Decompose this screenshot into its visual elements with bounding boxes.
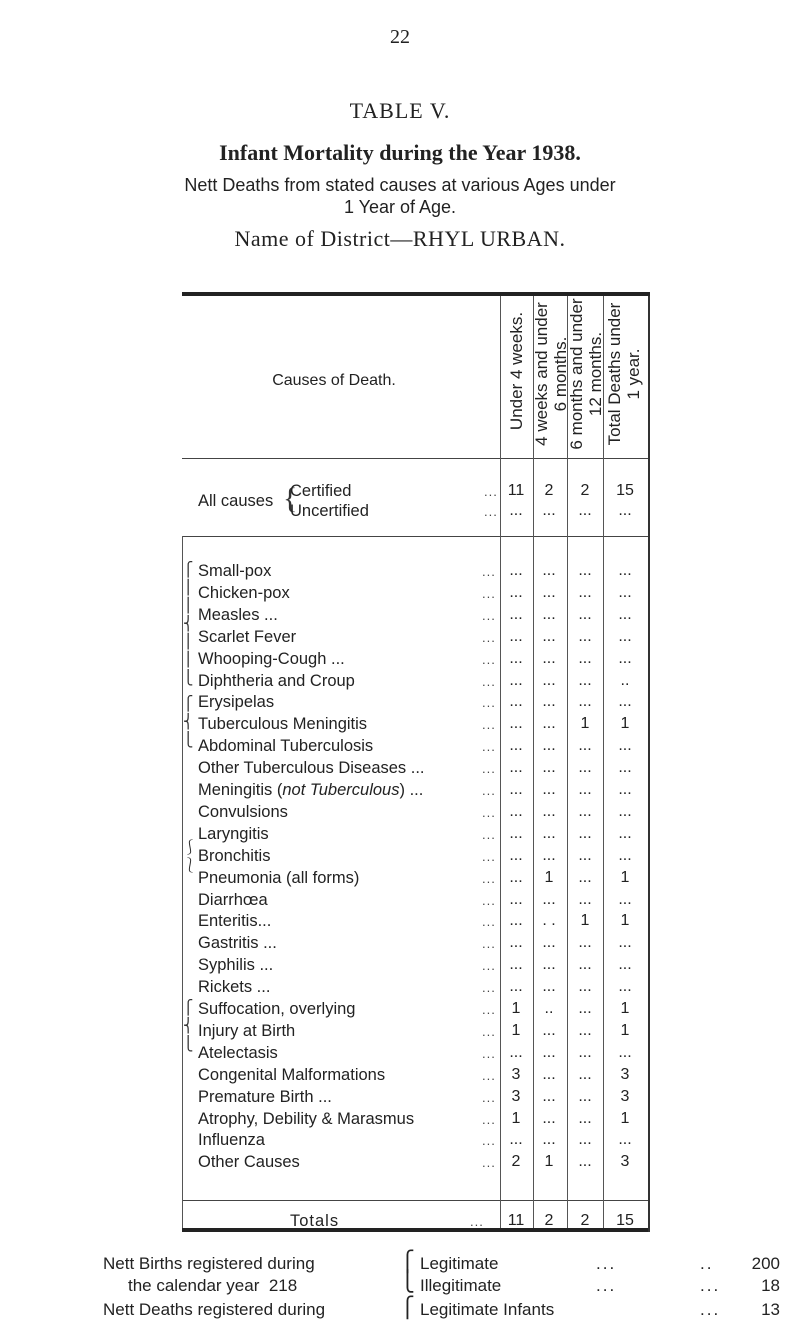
dot-leader: ... xyxy=(482,980,496,995)
births-total: 218 xyxy=(268,1276,298,1295)
dot-leader: ... xyxy=(482,1090,496,1105)
table-cell: ... xyxy=(542,650,556,667)
table-cell: ... xyxy=(578,759,592,776)
table-subtitle: Infant Mortality during the Year 1938. xyxy=(219,140,581,165)
group-brace-tuberculous: ⎧ ⎨ ⎩ xyxy=(183,697,194,748)
table-cell: ... xyxy=(542,781,556,798)
table-cell: 3 xyxy=(511,1066,521,1083)
row-label: Other Tuberculous Diseases ... xyxy=(198,759,425,777)
table-cell: ... xyxy=(618,1044,632,1061)
certified-label: Certified xyxy=(290,482,352,500)
table-cell: ... xyxy=(509,847,523,864)
births-illegit-label: Illegitimate xyxy=(420,1276,502,1295)
group-brace-congenital: ⎧ ⎨ ⎩ xyxy=(183,1001,194,1052)
row-label: Erysipelas xyxy=(198,693,275,711)
col-header-total-under-1-year xyxy=(605,294,643,454)
table-cell: ... xyxy=(509,781,523,798)
dot-leader: ... xyxy=(482,805,496,820)
table-cell: 3 xyxy=(620,1088,630,1105)
totals-cell: 11 xyxy=(507,1212,525,1229)
row-label: Gastritis ... xyxy=(198,934,277,952)
table-cell: ... xyxy=(542,1110,556,1127)
table-cell: 1 xyxy=(620,715,630,732)
table-cell: 3 xyxy=(620,1153,630,1170)
table-cell: ... xyxy=(578,1044,592,1061)
row-label: Abdominal Tuberculosis xyxy=(198,737,374,755)
table-cell: ... xyxy=(542,891,556,908)
dot-leader: ... xyxy=(482,608,496,623)
deaths-brace: ⎧ xyxy=(400,1297,415,1319)
table-cell: 1 xyxy=(620,912,630,929)
table-cell: ... xyxy=(578,956,592,973)
dot-leader: .. xyxy=(700,1254,714,1273)
table-cell: ... xyxy=(509,956,523,973)
table-cell: 1 xyxy=(511,1022,521,1039)
row-label: Whooping-Cough ... xyxy=(198,650,345,668)
table-cell: ... xyxy=(578,803,592,820)
table-cell: ... xyxy=(509,737,523,754)
table-cell: ... xyxy=(509,650,523,667)
dot-leader: ... xyxy=(596,1254,617,1273)
table-cell: ... xyxy=(618,1131,632,1148)
table-cell: ... xyxy=(578,672,592,689)
dot-leader: ... xyxy=(482,1002,496,1017)
table-cell: ... xyxy=(578,1110,592,1127)
table-cell: ... xyxy=(509,693,523,710)
totals-divider xyxy=(182,1200,650,1201)
table-cell: 1 xyxy=(511,1000,521,1017)
col3-line2: 12 months. xyxy=(586,331,605,417)
table-cell: ... xyxy=(618,737,632,754)
col-header-4-weeks-6-months xyxy=(532,296,570,452)
table-cell: ... xyxy=(542,562,556,579)
row-label: Measles ... xyxy=(198,606,278,624)
dot-leader: ... xyxy=(482,586,496,601)
row-label: Injury at Birth xyxy=(198,1022,296,1040)
births-line-2-text: the calendar year xyxy=(128,1276,260,1295)
table-cell: ... xyxy=(542,1066,556,1083)
table-cell: 3 xyxy=(511,1088,521,1105)
table-cell: ... xyxy=(578,1153,592,1170)
row-label: Small-pox xyxy=(198,562,272,580)
dot-leader: ... xyxy=(482,717,496,732)
totals-cell: 2 xyxy=(580,1212,590,1229)
description-line-2: 1 Year of Age. xyxy=(343,197,457,217)
dot-leader: ... xyxy=(482,849,496,864)
totals-cell: 15 xyxy=(616,1212,634,1229)
row-label-italic: not Tuberculous xyxy=(282,781,400,799)
table-cell: ... xyxy=(578,737,592,754)
uncertified-cell: ... xyxy=(509,502,523,519)
table-cell: ... xyxy=(542,693,556,710)
table-cell: ... xyxy=(542,759,556,776)
certified-cell: 2 xyxy=(580,482,590,499)
row-label: Pneumonia (all forms) xyxy=(198,869,360,887)
table-cell: ... xyxy=(578,1088,592,1105)
dot-leader: ... xyxy=(482,958,496,973)
births-brace-lower: ⎩ xyxy=(400,1271,415,1293)
table-cell: ... xyxy=(509,869,523,886)
table-cell: 1 xyxy=(544,869,554,886)
table-cell: ... xyxy=(578,934,592,951)
births-illegit-value: 18 xyxy=(761,1276,780,1295)
uncertified-cell: ... xyxy=(542,502,556,519)
table-cell: .. xyxy=(620,672,630,689)
dot-leader: ... xyxy=(700,1300,721,1319)
dot-leader: ... xyxy=(482,1046,496,1061)
dot-leader: ... xyxy=(482,564,496,579)
table-cell: .. xyxy=(544,1000,554,1017)
dot-leader: ... xyxy=(484,484,498,499)
row-label: Enteritis... xyxy=(198,912,272,930)
deaths-line-1: Nett Deaths registered during xyxy=(103,1300,326,1319)
table-cell: ... xyxy=(578,1022,592,1039)
dot-leader: ... xyxy=(482,1024,496,1039)
row-label: Syphilis ... xyxy=(198,956,274,974)
table-cell: ... xyxy=(509,825,523,842)
all-causes-brace: { xyxy=(283,482,298,515)
district-name: Name of District—RHYL URBAN. xyxy=(234,226,566,251)
row-label: Congenital Malformations xyxy=(198,1066,386,1084)
row-label: Other Causes xyxy=(198,1153,300,1171)
uncertified-cell: ... xyxy=(578,502,592,519)
table-cell: ... xyxy=(578,891,592,908)
table-cell: ... xyxy=(542,1044,556,1061)
dot-leader: ... xyxy=(482,630,496,645)
table-cell: ... xyxy=(618,562,632,579)
table-cell: ... xyxy=(618,606,632,623)
table-cell: ... xyxy=(618,803,632,820)
dot-leader: ... xyxy=(482,827,496,842)
dot-leader: ... xyxy=(482,783,496,798)
table-cell: ... xyxy=(509,672,523,689)
dot-leader: ... xyxy=(484,504,498,519)
table-cell: ... xyxy=(578,650,592,667)
totals-label: Totals xyxy=(290,1212,340,1230)
table-cell: 1 xyxy=(620,869,630,886)
table-cell: ... xyxy=(578,869,592,886)
row-label: Influenza xyxy=(198,1131,265,1149)
table-cell: ... xyxy=(542,715,556,732)
table-cell: ... xyxy=(542,956,556,973)
table-cell: ... xyxy=(578,562,592,579)
table-cell: ... xyxy=(509,1044,523,1061)
certified-cell: 2 xyxy=(544,482,554,499)
table-cell: ... xyxy=(509,912,523,929)
table-cell: 1 xyxy=(620,1110,630,1127)
table-cell: ... xyxy=(618,847,632,864)
row-label: Tuberculous Meningitis xyxy=(198,715,368,733)
table-cell: ... xyxy=(542,606,556,623)
row-label-suffix: ) ... xyxy=(399,781,424,799)
table-cell: ... xyxy=(542,737,556,754)
table-cell: ... xyxy=(542,825,556,842)
table-cell: 1 xyxy=(620,1000,630,1017)
table-cell: ... xyxy=(618,650,632,667)
table-cell: ... xyxy=(578,584,592,601)
dot-leader: ... xyxy=(482,1112,496,1127)
table-description xyxy=(0,174,800,218)
row-label: Suffocation, overlying xyxy=(198,1000,356,1018)
row-label: Convulsions xyxy=(198,803,288,821)
table-cell: ... xyxy=(509,759,523,776)
row-label: Rickets ... xyxy=(198,978,271,996)
dot-leader: ... xyxy=(482,893,496,908)
table-cell: ... xyxy=(509,1131,523,1148)
dot-leader: ... xyxy=(700,1276,721,1295)
col-header-6-12-months xyxy=(567,294,605,454)
row-label: Chicken-pox xyxy=(198,584,290,602)
table-cell: 1 xyxy=(620,1022,630,1039)
table-cell: ... xyxy=(578,1066,592,1083)
table-cell: ... xyxy=(542,934,556,951)
header-divider xyxy=(182,458,650,459)
uncertified-label: Uncertified xyxy=(290,502,369,520)
dot-leader: ... xyxy=(482,871,496,886)
births-line-1: Nett Births registered during xyxy=(103,1254,315,1273)
table-cell: 2 xyxy=(511,1153,521,1170)
page-number: 22 xyxy=(390,26,410,48)
group-brace-infectious: ⎧ ⎪ ⎪ ⎨ ⎪ ⎪ ⎩ xyxy=(183,563,194,686)
table-title: TABLE V. xyxy=(349,98,451,123)
table-cell: ... xyxy=(578,628,592,645)
table-cell: ... xyxy=(509,606,523,623)
table-cell: . . xyxy=(542,912,556,929)
table-cell: 3 xyxy=(620,1066,630,1083)
table-cell: ... xyxy=(509,562,523,579)
table-cell: ... xyxy=(542,584,556,601)
table-cell: ... xyxy=(509,584,523,601)
births-line-2 xyxy=(128,1276,297,1296)
description-line-1: Nett Deaths from stated causes at various Ages under xyxy=(184,175,616,195)
certified-cell: 11 xyxy=(507,482,525,499)
row-label: Diarrhœa xyxy=(198,891,268,909)
dot-leader: ... xyxy=(482,1155,496,1170)
certified-cell: 15 xyxy=(616,482,634,499)
row-label: Laryngitis xyxy=(198,825,269,843)
table-cell: ... xyxy=(578,1000,592,1017)
row-label: Scarlet Fever xyxy=(198,628,297,646)
table-cell: ... xyxy=(542,847,556,864)
table-cell: ... xyxy=(618,781,632,798)
uncertified-cell: ... xyxy=(618,502,632,519)
table-cell: ... xyxy=(542,628,556,645)
dot-leader: ... xyxy=(482,936,496,951)
table-cell: ... xyxy=(618,934,632,951)
row-label: Atelectasis xyxy=(198,1044,278,1062)
table-cell: ... xyxy=(618,956,632,973)
all-causes-divider xyxy=(182,536,650,537)
col4-line2: 1 year. xyxy=(624,348,643,400)
table-cell: ... xyxy=(578,781,592,798)
births-legit-value: 200 xyxy=(751,1254,780,1273)
col2-line2: 6 months. xyxy=(551,336,570,412)
table-cell: ... xyxy=(542,1088,556,1105)
deaths-legit-label: Legitimate Infants xyxy=(420,1300,555,1319)
table-cell: ... xyxy=(618,825,632,842)
table-cell: 1 xyxy=(511,1110,521,1127)
col4-line1: Total Deaths under xyxy=(605,302,624,446)
dot-leader: ... xyxy=(482,1133,496,1148)
table-cell: 1 xyxy=(544,1153,554,1170)
row-label-prefix: Meningitis ( xyxy=(198,781,283,799)
dot-leader: ... xyxy=(482,761,496,776)
table-cell: 1 xyxy=(580,912,590,929)
table-cell: ... xyxy=(618,759,632,776)
causes-header: Causes of Death. xyxy=(272,372,396,389)
deaths-legit-value: 13 xyxy=(761,1300,780,1319)
table-cell: ... xyxy=(509,628,523,645)
dot-leader: ... xyxy=(482,674,496,689)
table-cell: ... xyxy=(618,693,632,710)
table-cell: ... xyxy=(618,584,632,601)
row-label: Premature Birth ... xyxy=(198,1088,332,1106)
row-label: Diphtheria and Croup xyxy=(198,672,355,690)
table-cell: ... xyxy=(509,934,523,951)
table-cell: ... xyxy=(578,978,592,995)
dot-leader: ... xyxy=(596,1276,617,1295)
dot-leader: ... xyxy=(482,739,496,754)
table-cell: ... xyxy=(542,1131,556,1148)
row-label: Bronchitis xyxy=(198,847,271,865)
row-label xyxy=(198,781,423,800)
table-cell: ... xyxy=(542,803,556,820)
births-brace: ⎧ xyxy=(400,1251,415,1273)
table-cell: ... xyxy=(578,1131,592,1148)
col3-line1: 6 months and under xyxy=(567,298,586,450)
table-cell: ... xyxy=(618,978,632,995)
dot-leader: ... xyxy=(482,652,496,667)
table-cell: ... xyxy=(509,978,523,995)
table-cell: ... xyxy=(509,715,523,732)
right-border xyxy=(648,296,650,1232)
table-cell: ... xyxy=(578,606,592,623)
table-cell: ... xyxy=(542,672,556,689)
col-header-under-4-weeks-text: Under 4 weeks. xyxy=(507,311,526,431)
totals-cell: 2 xyxy=(544,1212,554,1229)
table-cell: ... xyxy=(542,978,556,995)
table-cell: ... xyxy=(578,693,592,710)
col2-line1: 4 weeks and under xyxy=(532,302,551,446)
all-causes-label: All causes xyxy=(198,492,274,510)
table-cell: ... xyxy=(618,628,632,645)
dot-leader: ... xyxy=(482,695,496,710)
table-cell: ... xyxy=(578,847,592,864)
table-cell: 1 xyxy=(580,715,590,732)
births-legit-label: Legitimate xyxy=(420,1254,499,1273)
table-cell: ... xyxy=(509,891,523,908)
row-label: Atrophy, Debility & Marasmus xyxy=(198,1110,415,1128)
table-cell: ... xyxy=(578,825,592,842)
table-cell: ... xyxy=(618,891,632,908)
dot-leader: ... xyxy=(482,1068,496,1083)
dot-leader: ... xyxy=(470,1214,484,1229)
col-header-under-4-weeks xyxy=(507,296,526,446)
group-brace-diarrhoea: ⎰ ⎱ xyxy=(183,841,197,874)
dot-leader: ... xyxy=(482,914,496,929)
table-cell: ... xyxy=(542,1022,556,1039)
table-cell: ... xyxy=(509,803,523,820)
